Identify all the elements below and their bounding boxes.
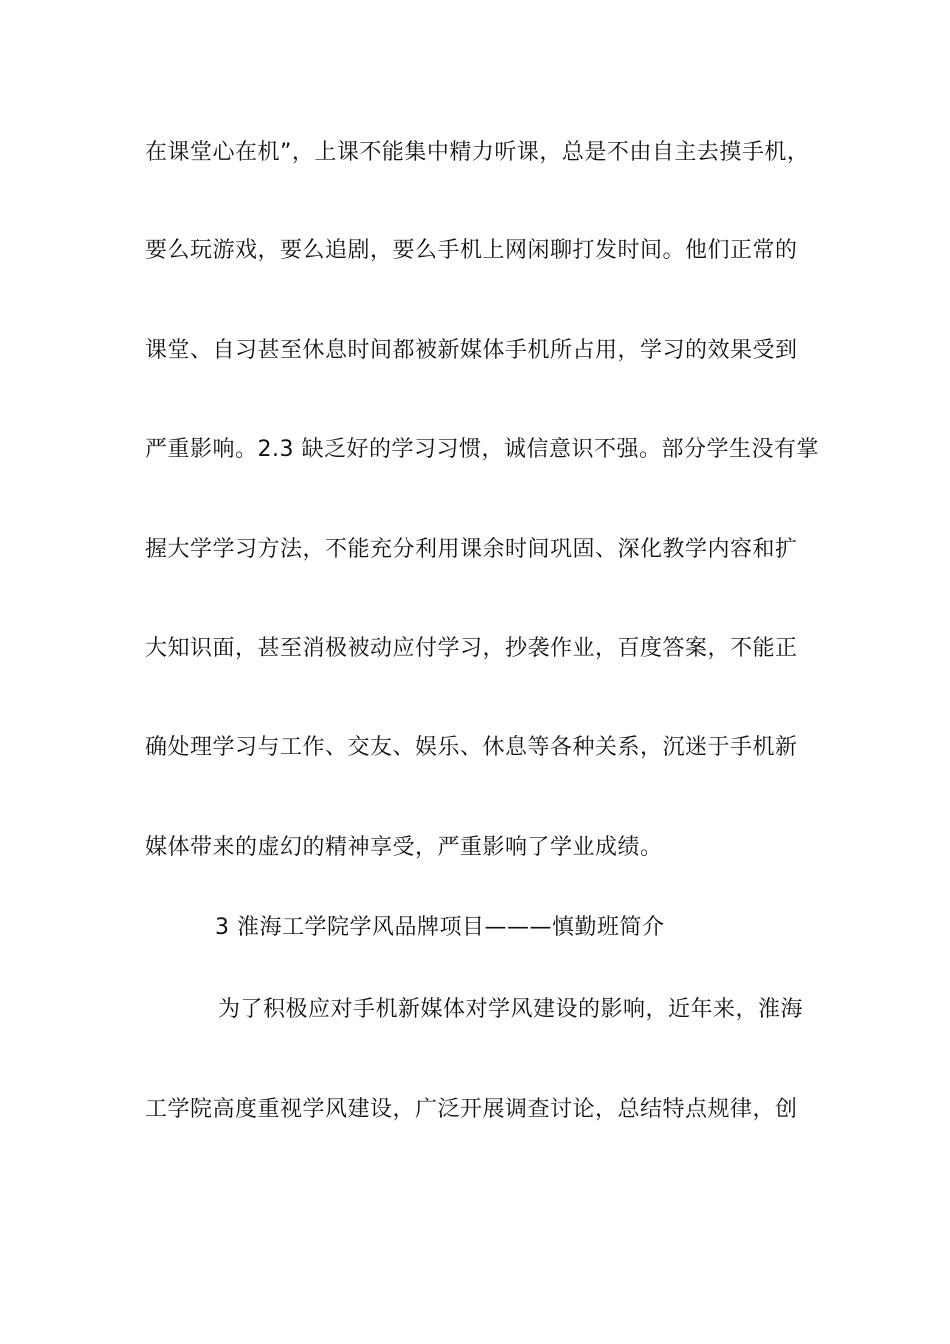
text-line-5: 握大学学习方法，不能充分利用课余时间巩固、深化教学内容和扩 [145,537,798,562]
section-heading: 3 淮海工学院学风品牌项目———慎勤班简介 [215,915,665,940]
text-line-6: 大知识面，甚至消极被动应付学习，抄袭作业，百度答案，不能正 [145,636,798,661]
paragraph2-line-2: 工学院高度重视学风建设，广泛开展调查讨论，总结特点规律，创 [145,1097,798,1122]
text-line-4: 严重影响。2.3 缺乏好的学习习惯，诚信意识不强。部分学生没有掌 [145,437,819,462]
text-line-3: 课堂、自习甚至休息时间都被新媒体手机所占用，学习的效果受到 [145,338,798,363]
text-line-7: 确处理学习与工作、交友、娱乐、休息等各种关系，沉迷于手机新 [145,735,798,760]
text-line-2: 要么玩游戏，要么追剧，要么手机上网闲聊打发时间。他们正常的 [145,238,798,263]
text-line-1: 在课堂心在机”，上课不能集中精力听课，总是不由自主去摸手机， [145,140,810,165]
paragraph2-line-1: 为了积极应对手机新媒体对学风建设的影响，近年来，淮海 [218,997,804,1022]
text-line-8: 媒体带来的虚幻的精神享受，严重影响了学业成绩。 [145,835,663,860]
